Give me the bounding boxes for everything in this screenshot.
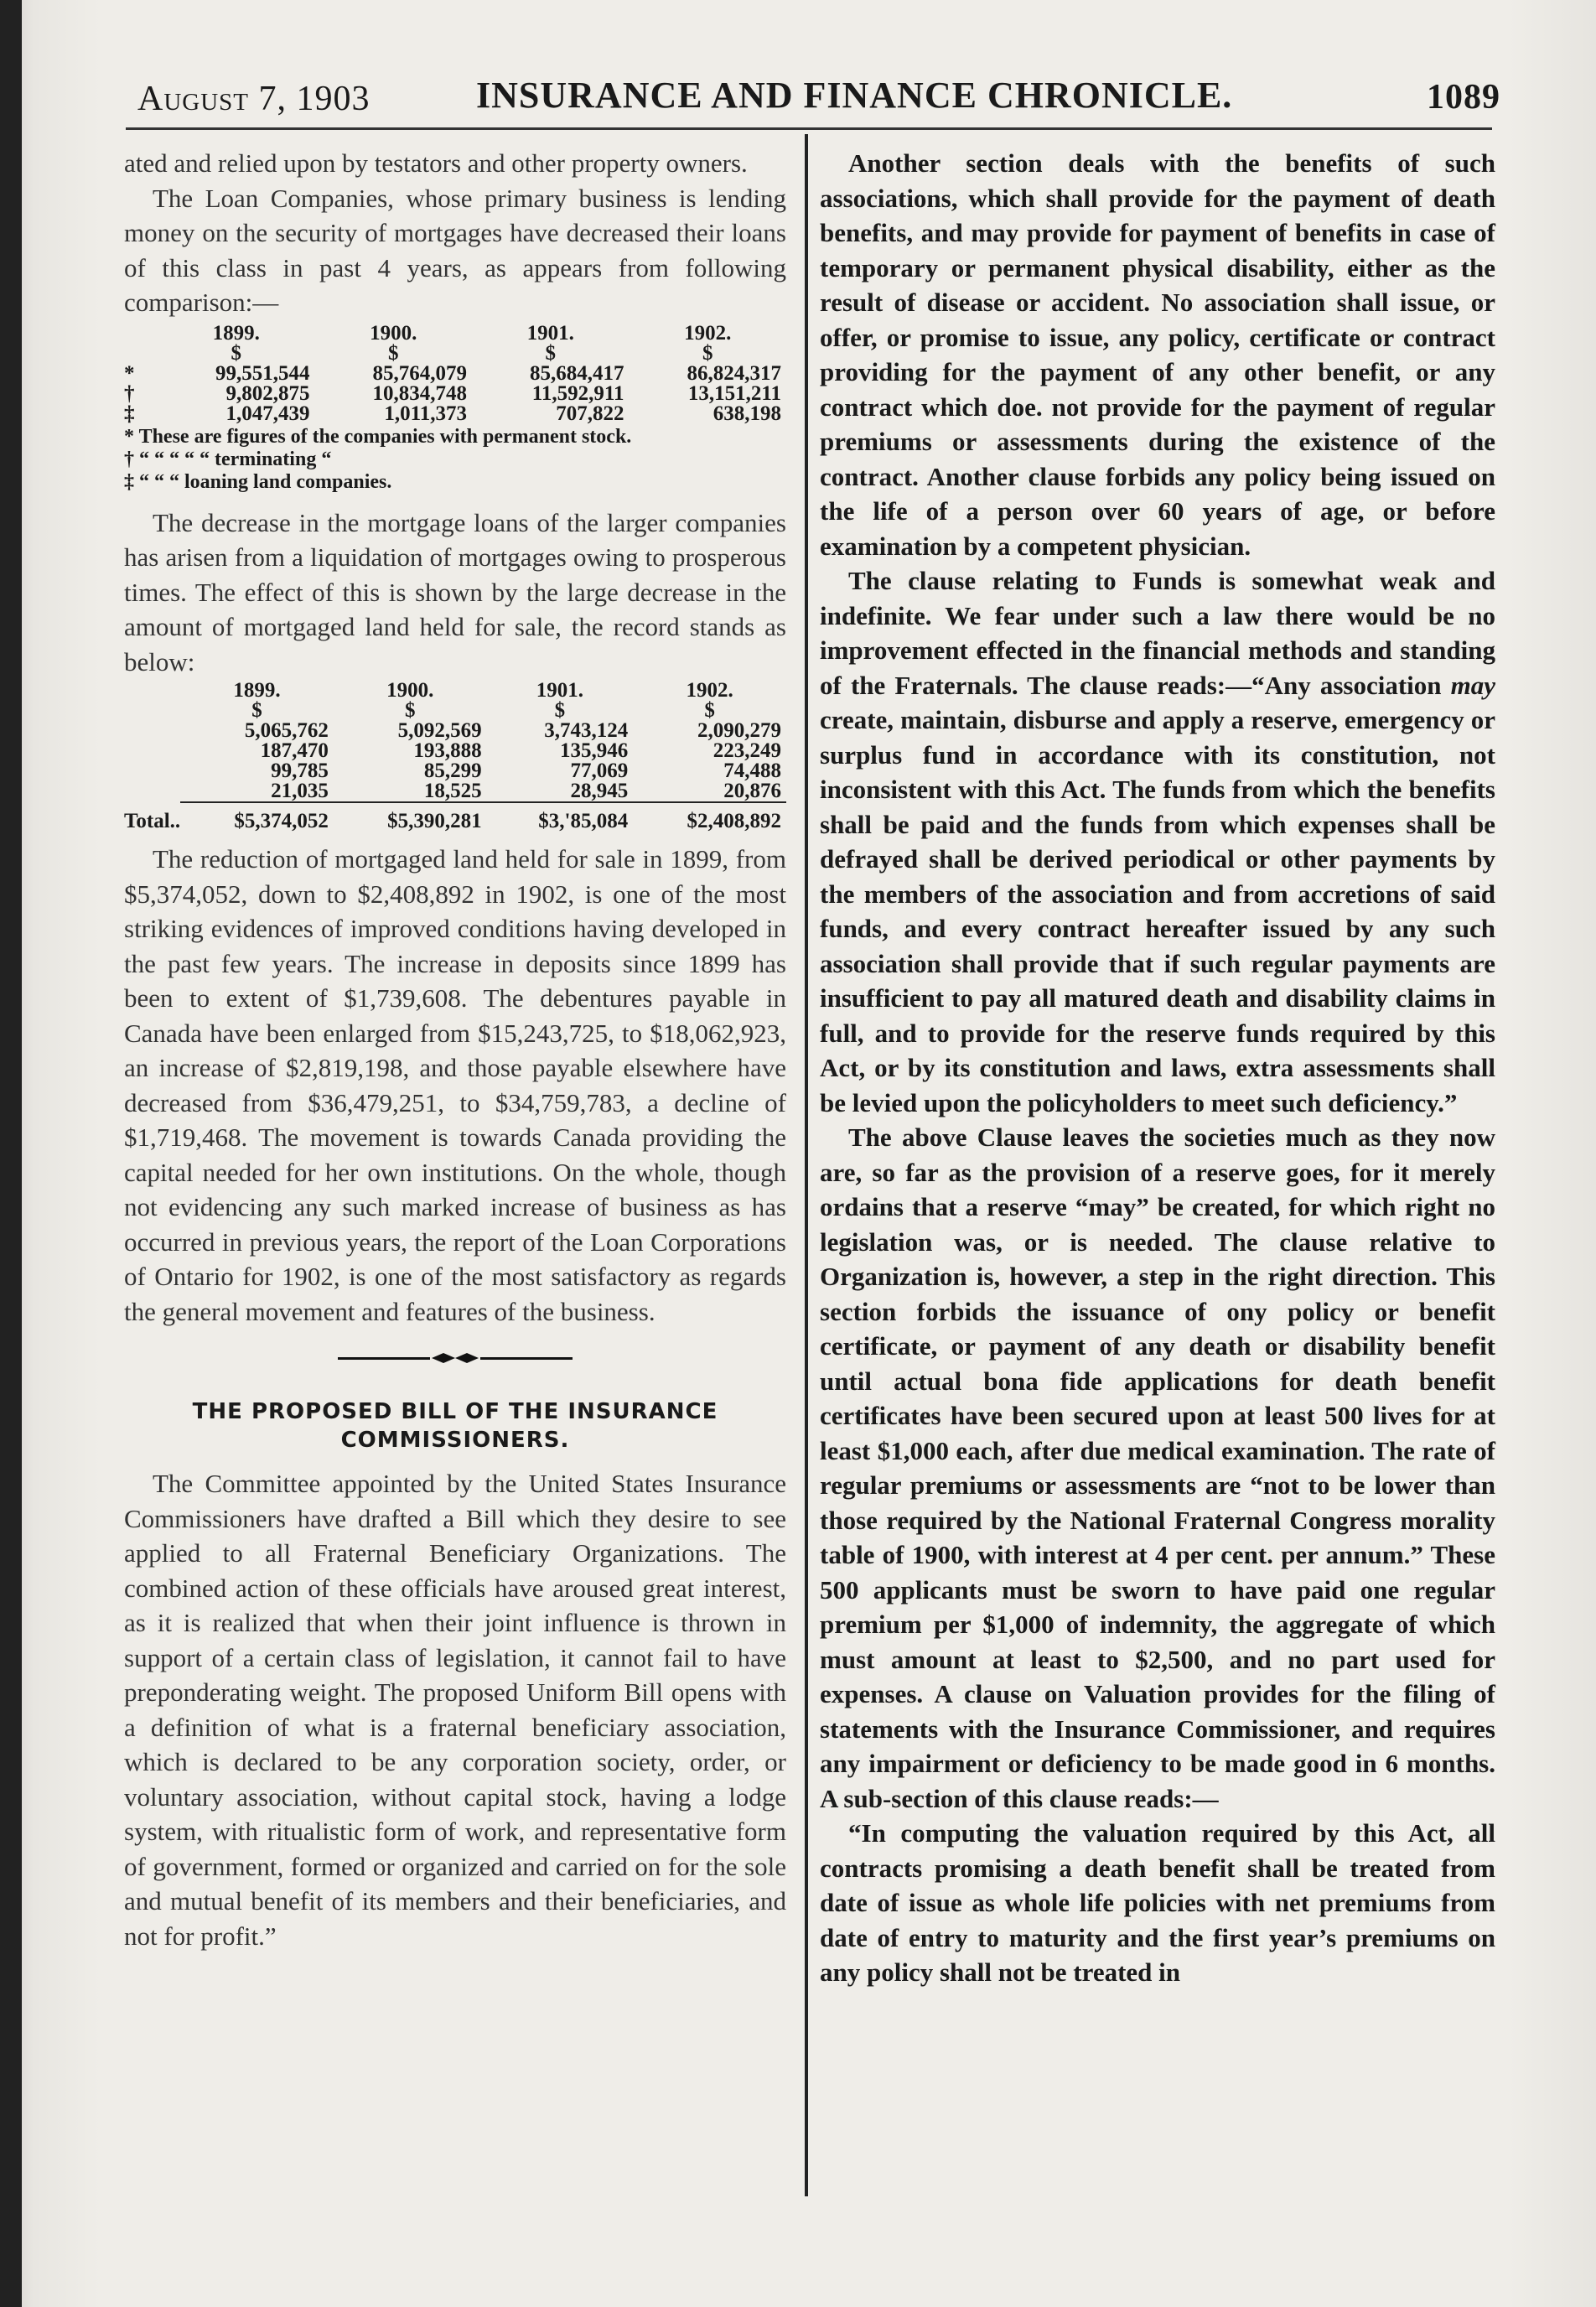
table-cell: 10,834,748	[372, 381, 467, 405]
table-cell: 1,047,439	[225, 402, 310, 425]
table-currency: $	[388, 341, 399, 365]
table-header-year: 1902.	[684, 321, 732, 345]
table-total-row	[124, 802, 786, 832]
table-cell: 85,299	[423, 759, 482, 782]
table-footnotes	[124, 426, 786, 494]
text-run: create, maintain, disburse and apply a reserve, emergency or surplus fund in accordance with its constitution, not inconsistent with this Act. The funds from which the benefits shall be paid and the funds from which expenses shall be defrayed shall be derived periodical or other payments by the members of the association and from accretions of said funds, and every contract hereafter issued by any such association shall provide that if such regular payments are insufficient to pay all matured death and disability claims in full, and to provide for the reserve funds required by this Act, or by its constitution and laws, extra assessments shall be levied upon the policyholders to meet such deficiency.”	[820, 705, 1495, 1117]
table-cell: 638,198	[712, 402, 781, 425]
table-row	[124, 404, 786, 424]
row-mark: *	[124, 361, 135, 385]
table-cell: 5,092,569	[397, 719, 482, 742]
left-column	[124, 146, 786, 1953]
table-cell: 135,946	[559, 739, 629, 762]
table-cell: 3,743,124	[544, 719, 629, 742]
table-total: $5,390,281	[387, 810, 482, 832]
table-currency: $	[702, 341, 713, 365]
table-currency: $	[704, 699, 715, 722]
header-rule	[126, 127, 1492, 130]
ornamental-divider	[338, 1352, 573, 1364]
table-currency: $	[251, 699, 262, 722]
text-run: The clause relating to Funds is somewhat weak and indefinite. We fear under such a law there would be no improvement effected in the financial methods and standing of the Fraternals. The clause reads:—“Any association	[820, 566, 1495, 700]
footnote: † “ “ “ “ “ terminating “	[124, 448, 332, 470]
table-header-year: 1900.	[370, 321, 417, 345]
table-cell: 99,785	[271, 759, 329, 782]
table-cell: 187,470	[260, 739, 329, 762]
loans-comparison-table	[124, 321, 786, 425]
table-header-year: 1900.	[386, 679, 434, 702]
header-title: INSURANCE AND FINANCE CHRONICLE.	[476, 75, 1233, 116]
table-row	[124, 384, 786, 404]
table-row	[124, 741, 786, 761]
table-header-year: 1901.	[526, 321, 574, 345]
table-cell: 86,824,317	[687, 361, 781, 385]
table-header-year: 1901.	[536, 679, 584, 702]
article-heading: THE PROPOSED BILL OF THE INSURANCE COMMISSIONERS.	[192, 1399, 718, 1453]
table-cell: 28,945	[487, 781, 634, 802]
paragraph: ated and relied upon by testators and other property owners.	[124, 148, 748, 178]
table-cell: 223,249	[712, 739, 781, 762]
column-divider	[805, 134, 808, 2196]
header-date: August 7, 1903	[137, 80, 370, 118]
table-total: $3,'85,084	[538, 810, 629, 832]
table-cell: 77,069	[570, 759, 629, 782]
table-currency: $	[554, 699, 566, 722]
table-header-year: 1899.	[212, 321, 260, 345]
table-currency: $	[405, 699, 416, 722]
table-cell: 1,011,373	[384, 402, 467, 425]
footnote: ‡ “ “ “ loaning land companies.	[124, 470, 392, 493]
table-cell: 13,151,211	[687, 381, 781, 405]
paragraph: The reduction of mortgaged land held for sale in 1899, from $5,374,052, down to $2,408,892 in 1902, is one of the most striking evidences of improved conditions having developed in the past few years. The increase in deposits since 1899 has been to extent of $1,739,608. The debentures payable in Canada have been enlarged from $15,243,725, to $18,062,923, an increase of $2,819,198, and those payable elsewhere have decreased from $36,479,251, to $34,759,783, a decline of $1,719,468. The movement is towards Canada providing the capital needed for her own institutions. On the whole, though not evidencing any such marked increase of business as has occurred in previous years, the report of the Loan Corporations of Ontario for 1902, is one of the most satisfactory as regards the general movement and features of the business.	[124, 844, 786, 1326]
table-cell: 9,802,875	[225, 381, 310, 405]
table-header-year: 1902.	[686, 679, 733, 702]
paragraph: The above Clause leaves the societies much as they now are, so far as the provision of a reserve goes, for it merely ordains that a reserve “may” be created, for which right no legislation was, or is needed. The clause relative to Organization is, however, a step in the right direction. This section forbids the issuance of ony policy or benefit certificate, or payment of any death or disability benefit until actual bona fide applications for death benefit certificates have been secured upon at least 500 lives for at least $1,000 each, after due medical examination. The rate of regular premiums or assessments are “not to be lower than those required by the National Fraternal Congress morality table of 1900, with interest at 4 per cent. per annum.” These 500 applicants must be sworn to have paid one regular premium per $1,000 of indemnity, the aggregate of which must amount at least to $2,500, and no part used for expenses. A clause on Valuation provides for the filing of statements with the Insurance Commissioner, and requires any impairment or deficiency to be made good in 6 months. A sub-section of this clause reads:—	[820, 1122, 1495, 1813]
table-cell: 74,488	[723, 759, 781, 782]
table-header-year: 1899.	[233, 679, 281, 702]
table-total: $5,374,052	[234, 810, 329, 832]
table-cell: 193,888	[413, 739, 482, 762]
table-row	[124, 781, 786, 802]
emphasis: may	[1450, 670, 1495, 700]
land-held-table	[124, 681, 786, 832]
footnote: * These are figures of the companies with permanent stock.	[124, 425, 632, 448]
table-cell: 85,684,417	[530, 361, 624, 385]
right-column	[820, 146, 1495, 1990]
paragraph	[820, 563, 1495, 1120]
table-cell: 99,551,544	[215, 361, 310, 385]
page-header	[126, 74, 1500, 124]
paragraph: The Committee appointed by the United States Insurance Commissioners have drafted a Bill which they desire to see applied to all Fraternal Beneficiary Organizations. The combined action of these officials have aroused great interest, as it is realized that when their joint influence is thrown in support of a certain class of legislation, it cannot fail to have preponderating weight. The proposed Uniform Bill opens with a definition of what is a fraternal beneficiary association, which is declared to be any corporation society, order, or voluntary association, without capital stock, having a lodge system, with ritualistic form of work, and representative form of government, formed or organized and carried on for the sole and mutual benefit of its members and their beneficiaries, and not for profit.”	[124, 1469, 786, 1951]
row-mark: †	[124, 381, 135, 405]
table-row	[124, 721, 786, 741]
row-mark: ‡	[124, 402, 135, 425]
table-cell: 21,035	[180, 781, 334, 802]
table-row	[124, 761, 786, 781]
table-currency: $	[231, 341, 241, 365]
table-cell: 18,525	[334, 781, 487, 802]
paragraph: The Loan Companies, whose primary business is lending money on the security of mortgages have decreased their loans of this class in past 4 years, as appears from following comparison:—	[124, 183, 786, 317]
table-cell: 5,065,762	[244, 719, 329, 742]
table-cell: 707,822	[556, 402, 624, 425]
table-currency: $	[545, 341, 556, 365]
diamond-ornament-icon	[432, 1352, 479, 1364]
paragraph: Another section deals with the benefits of such associations, which shall provide for the payment of death benefits, and may provide for payment of benefits in case of temporary or permanent physical disability, either as the result of disease or accident. No association shall issue, or offer, or promise to issue, any policy, certificate or contract providing for the payment of any other benefit, or any contract which doe. not provide for the payment of regular premiums or assessments during the existence of the contract. Another clause forbids any policy being issued on the life of a person over 60 years of age, or before examination by a competent physician.	[820, 148, 1495, 561]
table-cell: 2,090,279	[697, 719, 781, 742]
table-cell: 20,876	[633, 781, 786, 802]
table-row	[124, 364, 786, 384]
table-total: $2,408,892	[687, 810, 781, 832]
page-binding-edge	[0, 0, 22, 2307]
table-cell: 11,592,911	[531, 381, 624, 405]
table-cell: 85,764,079	[372, 361, 467, 385]
paragraph: The decrease in the mortgage loans of the larger companies has arisen from a liquidation of mortgages owing to prosperous times. The effect of this is shown by the large decrease in the amount of mortgaged land held for sale, the record stands as below:	[124, 507, 786, 677]
page-number: 1089	[1427, 78, 1500, 117]
total-label: Total..	[124, 809, 181, 832]
paragraph: “In computing the valuation required by this Act, all contracts promising a death benefit shall be treated from date of issue as whole life policies with net premiums from date of entry to maturity and the first year’s premiums on any policy shall not be treated in	[820, 1818, 1495, 1987]
